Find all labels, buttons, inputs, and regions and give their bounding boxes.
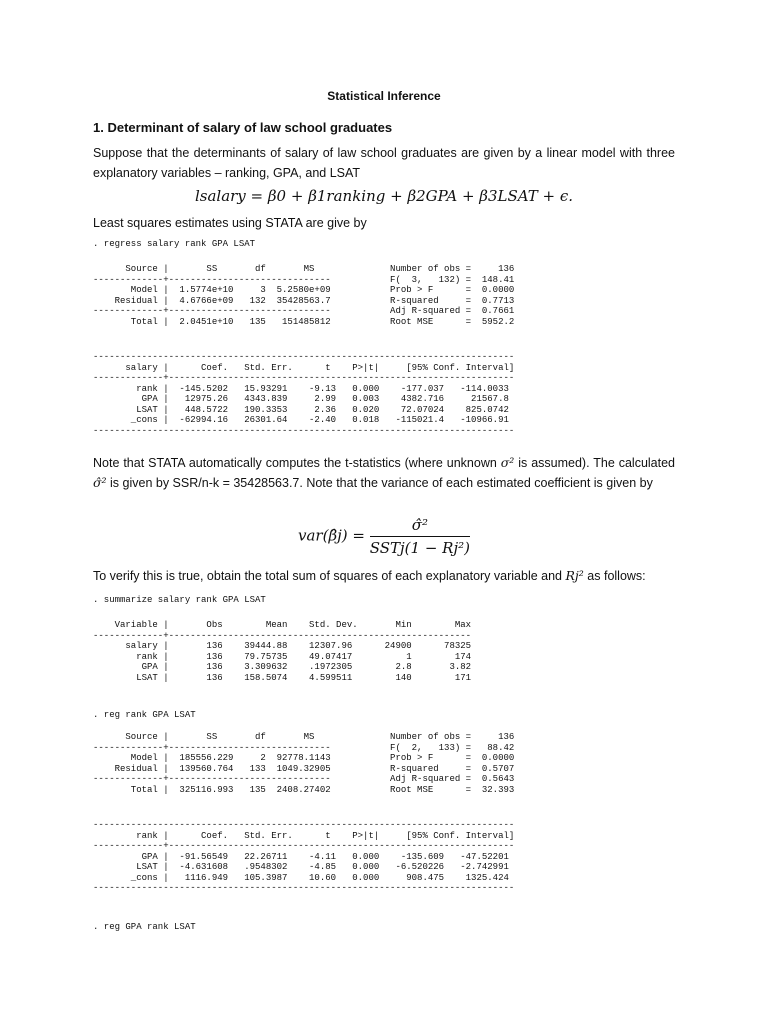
coef-table-rank: ------------------------------------------------------------------------------ rank | Coef. Std. Err. t P>|t| [95% Conf. Interval] -------------+---------------------------------------------------------------- GPA | -91.56549 22.26711 -4.11 0.000 -135.609 -47.52201 LSAT | -4.631608 .9548302 -4.85 0.000 -6.520226 -2.742991 _cons | 1116.949 105.3987 10.60 0.000 908.475 1325.424 ------------------------------------------------------------------------------ <box>93 820 515 893</box>
variance-lhs: var(β̂j) = <box>298 526 365 545</box>
ls-intro-text: Least squares estimates using STATA are give by <box>93 216 367 230</box>
section-heading: 1. Determinant of salary of law school graduates <box>93 120 393 135</box>
sigma-hat-squared: σ̂² <box>93 475 107 490</box>
note-text-1: Note that STATA automatically computes the t-statistics (where unknown <box>93 456 497 470</box>
summary-table: Variable | Obs Mean Std. Dev. Min Max -------------+-------------------------------------------------------- salary | 136 39444.88 12307.96 24900 78325 rank | 136 79.75735 49.07417 1 174 GPA | 136 3.309632 .1972305 2.8 3.82 LSAT | 136 158.5074 4.599511 140 171 <box>93 620 472 683</box>
coef-table-salary: ------------------------------------------------------------------------------ salary | Coef. Std. Err. t P>|t| [95% Conf. Interval] -------------+---------------------------------------------------------------- rank | -145.5202 15.93291 -9.13 0.000 -177.037 -114.0033 GPA | 12975.26 4343.839 2.99 0.003 4382.716 21567.8 LSAT | 448.5722 190.3353 2.36 0.020 72.07024 825.0742 _cons | -62994.16 26301.64 -2.40 0.018 -115021.4 -10966.91 ------------------------------------------------------------------------------ <box>93 352 515 436</box>
anova-table-salary: Source | SS df MS Number of obs = 136 -------------+------------------------------ F( 3, 132) = 148.41 Model | 1.5774e+10 3 5.2580e+09 Prob > F = 0.0000 Residual | 4.6766e+09 132 35428563.7 R-squared = 0.7713 -------------+------------------------------ Adj R-squared = 0.7661 Total | 2.0451e+10 135 151485812 Root MSE = 5952.2 <box>93 264 515 327</box>
sigma-squared: σ² <box>500 455 515 470</box>
variance-fraction <box>370 516 470 557</box>
variance-equation <box>0 516 768 557</box>
document-title: Statistical Inference <box>327 89 441 103</box>
intro-paragraph: Suppose that the determinants of salary of law school graduates are given by a linear model with three explanatory variables – ranking, GPA, and LSAT <box>93 146 675 180</box>
verify-text-1: To verify this is true, obtain the total sum of squares of each explanatory variable and <box>93 569 563 583</box>
anova-table-rank: Source | SS df MS Number of obs = 136 -------------+------------------------------ F( 2, 133) = 88.42 Model | 185556.229 2 92778.1143 Prob > F = 0.0000 Residual | 139560.764 133 1049.32905 R-squared = 0.5707 -------------+------------------------------ Adj R-squared = 0.5643 Total | 325116.993 135 2408.27402 Root MSE = 32.393 <box>93 732 515 795</box>
stata-command-summarize: . summarize salary rank GPA LSAT <box>93 595 266 605</box>
model-equation: lsalary = β0 + β1ranking + β2GPA + β3LSAT + ϵ. <box>194 187 574 205</box>
variance-denominator: SSTj(1 − Rj²) <box>369 539 470 557</box>
variance-numerator: σ̂² <box>370 516 470 537</box>
verify-text-2: as follows: <box>587 569 646 583</box>
note-text-3: is given by SSR/n-k = 35428563.7. Note that the variance of each estimated coefficient is given by <box>110 476 653 490</box>
stata-command-reg-gpa: . reg GPA rank LSAT <box>93 922 196 932</box>
note-text-2: is assumed). The calculated <box>518 456 675 470</box>
r-squared-j: Rj² <box>565 568 584 583</box>
note-paragraph <box>93 453 675 493</box>
stata-command-reg-rank: . reg rank GPA LSAT <box>93 710 196 720</box>
verify-paragraph <box>93 566 693 586</box>
stata-command-regress: . regress salary rank GPA LSAT <box>93 239 256 249</box>
